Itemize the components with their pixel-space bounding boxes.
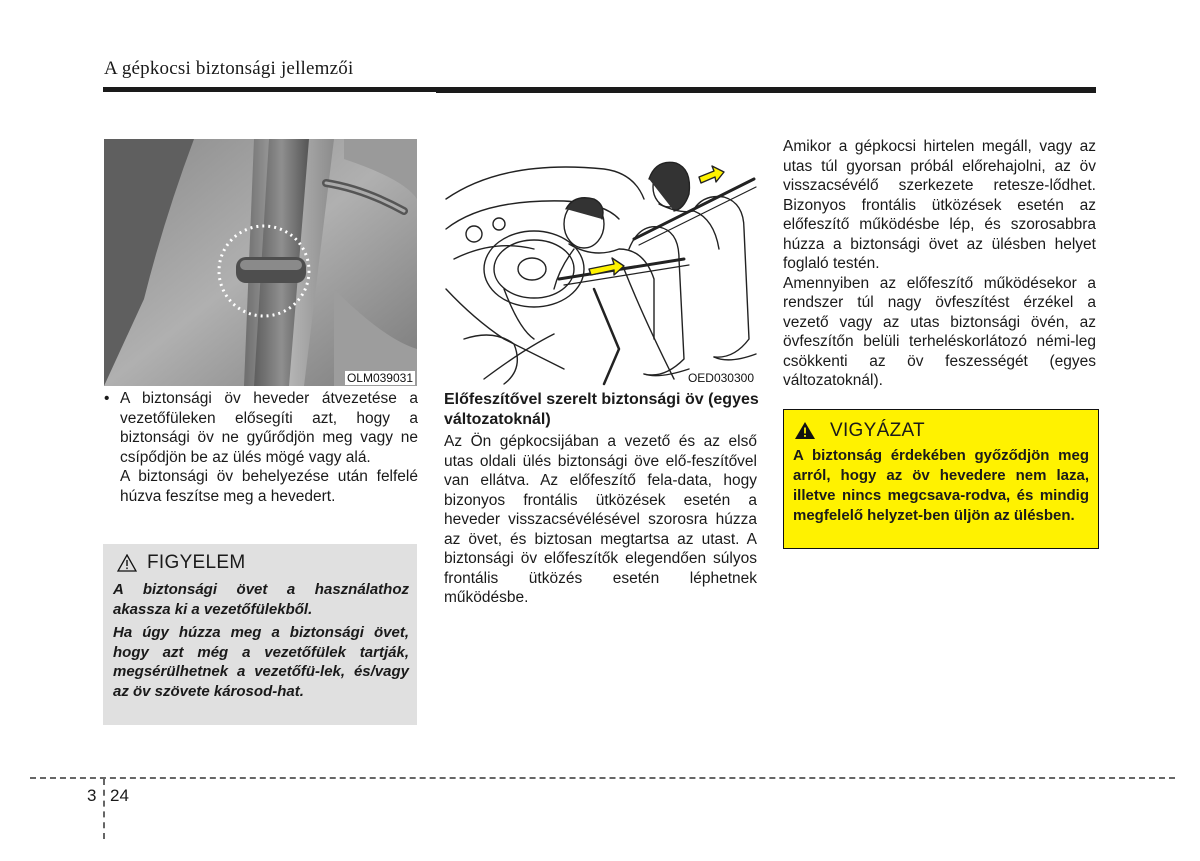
pretensioner-figure (444, 139, 758, 386)
right-body-text (783, 137, 1096, 391)
page-number: 24 (110, 786, 129, 805)
middle-paragraph: Az Ön gépkocsijában a vezető és az első utas oldali ülés biztonsági öve elő-feszítővel van ellátva. Az előfeszítő fela-data, hogy bizonyos frontális ütközések esetén a heveder visszacsévélésével szorosra húzza az övet, és biztosan megtartsa az utast. A biztonsági öv előfeszítők elegendően súlyos frontális ütközés esetén léphetnek működésbe. (444, 433, 757, 606)
figure-code: OED030300 (687, 371, 754, 385)
bullet-dot: • (104, 390, 110, 407)
figure-code: OLM039031 (346, 371, 413, 385)
footer-vertical-divider (103, 779, 105, 839)
warning-triangle-icon (117, 554, 137, 577)
warning-triangle-icon (794, 421, 816, 445)
middle-body-text (444, 432, 757, 608)
notice-paragraph: A biztonsági övet a használathoz akassza ki a vezetőfülekből. (113, 581, 409, 618)
footer-divider (30, 777, 1175, 779)
caution-body: A biztonság érdekében győződjön meg arról, hogy az öv hevedere nem laza, illetve nincs megcsava-rodva, és mindig megfelelő helyzet-ben üljön az ülésben. (793, 447, 1089, 524)
notice-paragraph: Ha úgy húzza meg a biztonsági övet, hogy azt még a vezetőfülek tartják, megsérülhetnek a vezetőfü-lek, és/vagy az öv szövete károsod-hat. (113, 624, 409, 700)
bullet-text: A biztonsági öv heveder átvezetése a vezetőfüleken elősegíti azt, hogy a biztonsági öv ne gyűrődjön meg vagy ne csípődjön be az ülés mögé vagy alá. (120, 390, 418, 466)
notice-body (113, 580, 409, 705)
notice-title: FIGYELEM (147, 552, 246, 573)
notice-box (103, 544, 417, 725)
caution-box (783, 409, 1099, 549)
page-header-title: A gépkocsi biztonsági jellemzői (104, 58, 354, 79)
header-rule-thin (436, 92, 1096, 93)
section-heading: Előfeszítővel szerelt biztonsági öv (egyes változatoknál) (444, 391, 759, 428)
seatbelt-guide-figure (104, 139, 417, 386)
right-paragraph: Amikor a gépkocsi hirtelen megáll, vagy az utas túl gyorsan próbál előrehajolni, az öv visszacsévélő szerkezete retesze-lődhet. Bizonyos frontális ütközések esetén az előfeszítő működésbe lép, és szorosabbra húzza a biztonsági övet az ülésben helyet foglaló testén. (783, 138, 1096, 272)
bullet-text-continued: A biztonsági öv behelyezése után felfelé húzva feszítse meg a hevedert. (120, 468, 418, 505)
right-paragraph: Amennyiben az előfeszítő működésekor a rendszer túl nagy övfeszítést érzékel a vezető vagy az utas biztonsági övén, az övfeszítőn belüli terheléskorlátozó némi-leg csökkenti az öv feszességét (egyes változatoknál). (783, 274, 1096, 389)
caution-title: VIGYÁZAT (830, 420, 925, 441)
bullet-paragraph (104, 389, 418, 506)
chapter-number: 3 (87, 786, 97, 805)
